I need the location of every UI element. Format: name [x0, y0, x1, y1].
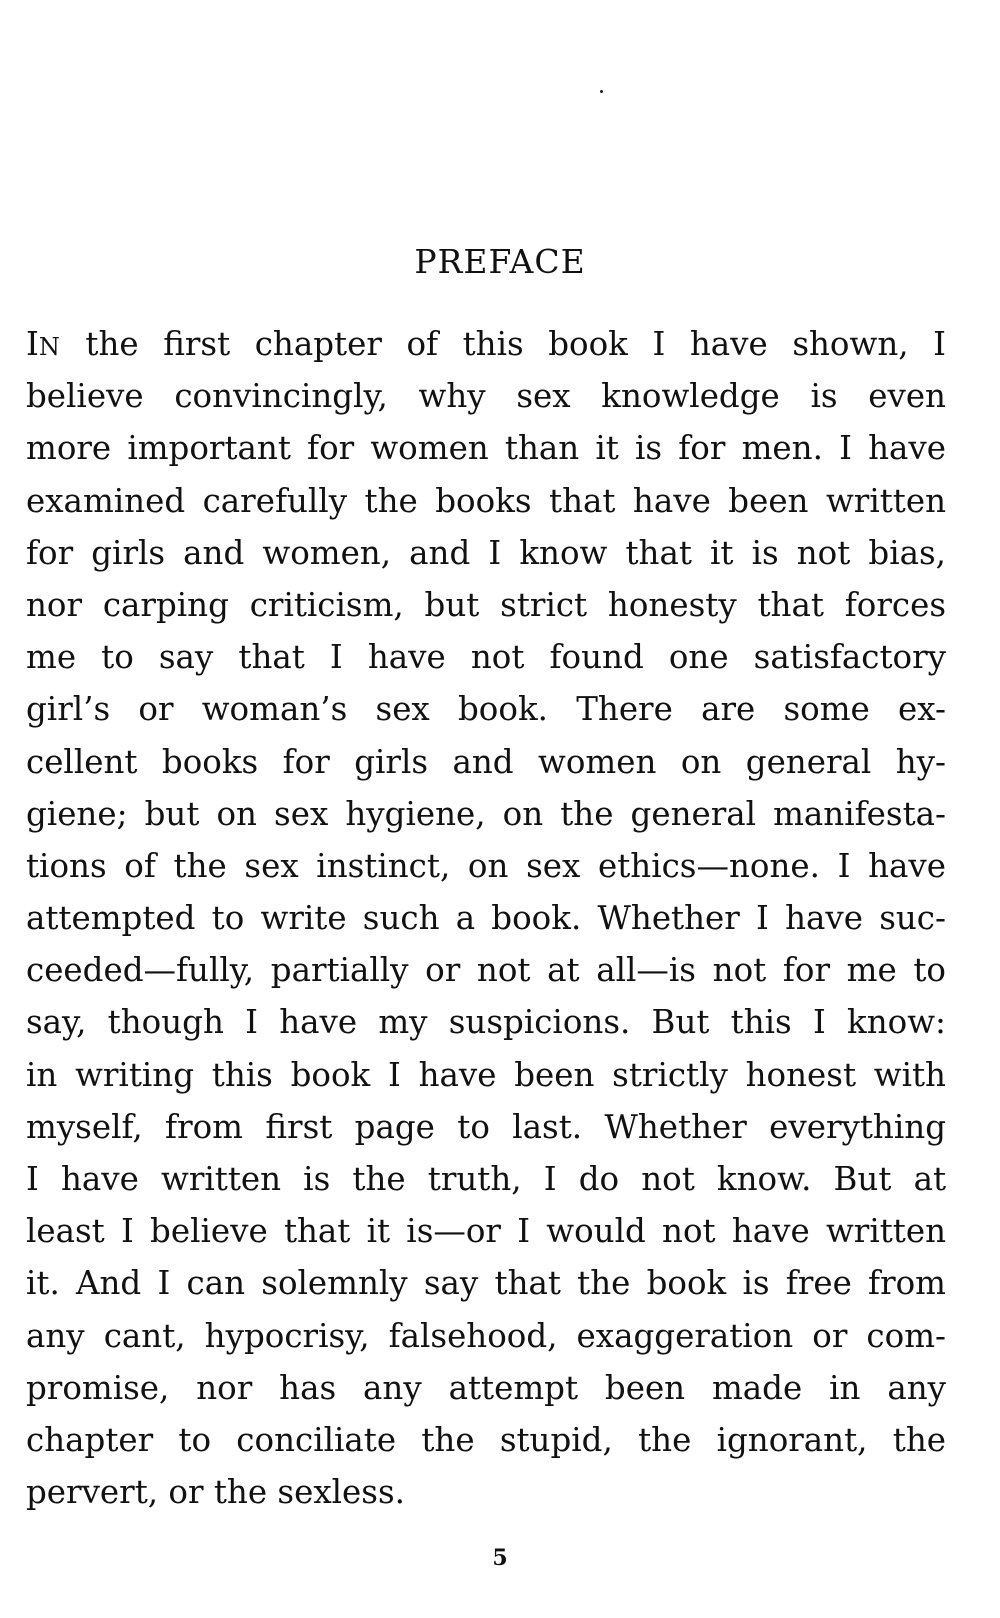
text-line: girl’s or woman’s sex book. There are some ex-: [26, 690, 946, 729]
text-line: promise, nor has any attempt been made in any: [26, 1368, 946, 1407]
text-line: tions of the sex instinct, on sex ethics—none. I have: [26, 846, 946, 885]
text-line: more important for women than it is for men. I have: [26, 429, 946, 468]
preface-paragraph: [26, 318, 946, 1518]
text-line: ceeded—fully, partially or not at all—is not for me to: [26, 951, 946, 990]
text-line: me to say that I have not found one satisfactory: [26, 638, 946, 677]
text-line: myself, from first page to last. Whether everything: [26, 1107, 946, 1146]
page-title: PREFACE: [414, 242, 586, 281]
text-line: say, though I have my suspicions. But this I know:: [26, 1003, 946, 1042]
text-line: nor carping criticism, but strict honesty that forces: [26, 585, 946, 624]
page-number: 5: [492, 1545, 508, 1571]
text-line: giene; but on sex hygiene, on the general manifesta-: [26, 794, 946, 833]
opening-small-caps: N: [38, 333, 61, 361]
text-line: cellent books for girls and women on general hy-: [26, 742, 946, 781]
print-speck: [600, 90, 603, 93]
text-line: in writing this book I have been strictly honest with: [26, 1055, 946, 1094]
text-line-1: [26, 318, 946, 370]
first-line-text: the first chapter of this book I have shown, I: [60, 325, 946, 363]
text-line: attempted to write such a book. Whether I have suc-: [26, 899, 946, 938]
text-line: for girls and women, and I know that it is not bias,: [26, 533, 946, 572]
text-line-last: pervert, or the sexless.: [26, 1473, 405, 1512]
text-line: chapter to conciliate the stupid, the ignorant, the: [26, 1420, 946, 1459]
text-line: I have written is the truth, I do not know. But at: [26, 1160, 946, 1198]
text-line: it. And I can solemnly say that the book is free from: [26, 1264, 946, 1303]
text-line: believe convincingly, why sex knowledge is even: [26, 377, 946, 416]
text-line: examined carefully the books that have been written: [26, 481, 946, 520]
text-line: least I believe that it is—or I would not have written: [26, 1212, 946, 1251]
text-line: any cant, hypocrisy, falsehood, exaggeration or com-: [26, 1316, 946, 1355]
opening-initial: I: [26, 325, 39, 363]
